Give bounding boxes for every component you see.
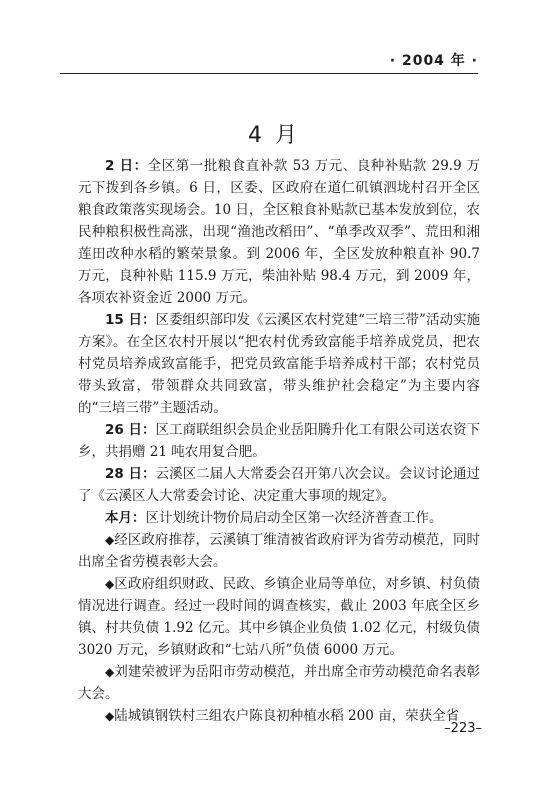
entry-text: 云溪区二届人大常委会召开第八次会议。会议讨论通过了《云溪区人大常委会讨论、决定重大事项的规定》。 — [78, 466, 480, 504]
diamond-bullet-icon: ◆ — [105, 665, 115, 679]
header-rule — [60, 73, 478, 74]
bullet-text: 区政府组织财政、民政、乡镇企业局等单位，对乡镇、村负债情况进行调查。经过一段时间的调查核实，截止 2003 年底全区乡镇、村共负债 1.92 亿元。其中乡镇企业负债 1.02 亿元，村级负债 3020 万元，乡镇财政和“七站八所”负债 6000 万元。 — [78, 576, 480, 658]
bullet-text: 陆城镇钢铁村三组农户陈良初种植水稻 200 亩，荣获全省 — [114, 708, 460, 724]
bullet-item — [78, 661, 480, 705]
entry-text: 区计划统计物价局启动全区第一次经济普查工作。 — [145, 510, 443, 526]
entry-day-26 — [78, 419, 480, 463]
diamond-bullet-icon: ◆ — [105, 577, 115, 591]
bullet-text: 刘建荣被评为岳阳市劳动模范，并出席全市劳动模范命名表彰大会。 — [78, 664, 480, 702]
page-number: –223– — [444, 721, 482, 736]
bullet-text: 经区政府推荐，云溪镇丁维清被省政府评为省劳动模范，同时出席全省劳模表彰大会。 — [78, 532, 480, 570]
entry-text: 全区第一批粮食直补款 53 万元、良种补贴款 29.9 万元下拨到各乡镇。6 日，区委、区政府在道仁矶镇泗垅村召开全区粮食政策落实现场会。10 日，全区粮食补贴款已基本发放到位，农民种粮积极性高涨，出现“渔池改稻田”、“单季改双季”、荒田和湘莲田改种水稻的繁荣景象。到 2006 年，全区发放种粮直补 90.7 万元，良种补贴 115.9 万元，柴油补贴 98.4 万元，到 2009 年，各项农补资金近 2000 万元。 — [78, 158, 480, 306]
entry-date-label: 15 日： — [105, 312, 156, 328]
entry-date-label: 28 日： — [105, 466, 156, 482]
entry-this-month — [78, 507, 480, 529]
bullet-item — [78, 705, 480, 727]
entry-text: 区工商联组织会员企业岳阳腾升化工有限公司送农资下乡，共捐赠 21 吨农用复合肥。 — [78, 422, 480, 460]
bullet-item — [78, 529, 480, 573]
diamond-bullet-icon: ◆ — [105, 533, 115, 547]
entry-date-label: 26 日： — [105, 422, 156, 438]
month-title: 4 月 — [248, 123, 300, 148]
entry-day-15 — [78, 309, 480, 419]
entry-date-label: 2 日： — [105, 158, 148, 174]
diamond-bullet-icon: ◆ — [105, 709, 115, 723]
entry-day-2 — [78, 155, 480, 309]
entry-day-28 — [78, 463, 480, 507]
running-head-year: · 2004 年 · — [389, 53, 478, 69]
entry-date-label: 本月： — [105, 510, 146, 526]
entry-text: 区委组织部印发《云溪区农村党建“三培三带”活动实施方案》。在全区农村开展以“把农村优秀致富能手培养成党员，把农村党员培养成致富能手，把党员致富能手培养成村干部；农村党员带头致富，带领群众共同致富，带头维护社会稳定”为主要内容的“三培三带”主题活动。 — [78, 312, 480, 416]
running-head — [60, 50, 478, 72]
bullet-item — [78, 573, 480, 661]
chronicle-body — [78, 155, 480, 727]
